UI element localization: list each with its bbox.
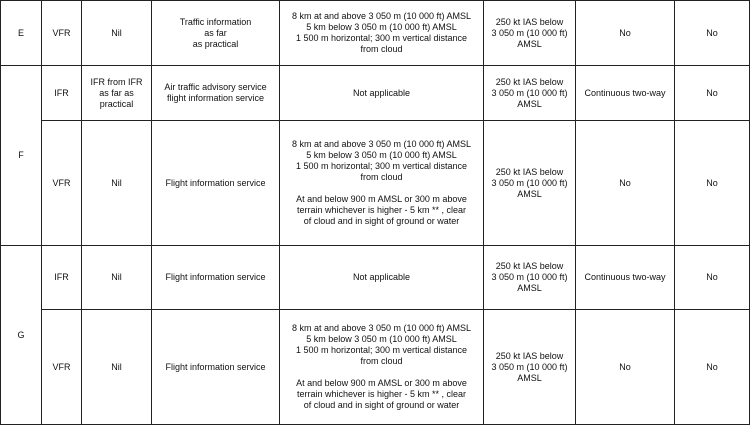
flight-type-cell: IFR	[42, 66, 82, 121]
table-row	[1, 66, 750, 121]
vmc-spacer	[283, 367, 480, 378]
flight-type-cell: IFR	[42, 246, 82, 310]
speed-limit-cell	[484, 310, 576, 425]
services-cell: Flight information service	[152, 121, 280, 246]
separation-line: as far as	[99, 87, 134, 98]
separation-cell: Nil	[82, 1, 152, 66]
clearance-cell: No	[675, 246, 750, 310]
speed-limit-cell	[484, 246, 576, 310]
speed-line: AMSL	[517, 188, 542, 199]
speed-line: 250 kt IAS below	[495, 166, 564, 177]
separation-cell: Nil	[82, 246, 152, 310]
speed-limit-cell	[484, 1, 576, 66]
speed-line: 3 050 m (10 000 ft)	[491, 272, 568, 282]
airspace-class-cell	[1, 66, 42, 246]
radio-requirement-cell: No	[576, 310, 675, 425]
vmc-cell	[280, 1, 484, 66]
services-cell	[152, 1, 280, 66]
table-row	[1, 1, 750, 66]
flight-type-cell: VFR	[42, 310, 82, 425]
vmc-extra-line: terrain whichever is higher - 5 km ** , clear	[296, 389, 467, 399]
speed-line: AMSL	[517, 372, 542, 383]
airspace-class-cell	[1, 246, 42, 425]
speed-limit-cell	[484, 66, 576, 121]
table-row	[1, 246, 750, 310]
vmc-line: from cloud	[360, 172, 403, 182]
airspace-class-label: G	[17, 329, 25, 340]
radio-requirement-cell: No	[576, 1, 675, 66]
flight-type-cell: VFR	[42, 1, 82, 66]
separation-line: practical	[99, 98, 134, 109]
vmc-cell: Not applicable	[280, 66, 484, 121]
table-row	[1, 310, 750, 425]
services-cell: Flight information service	[152, 246, 280, 310]
table-row	[1, 121, 750, 246]
services-cell: Flight information service	[152, 310, 280, 425]
vmc-line: 8 km at and above 3 050 m (10 000 ft) AMSL	[291, 11, 472, 21]
radio-requirement-cell: Continuous two-way	[576, 66, 675, 121]
airspace-class-label: E	[17, 27, 24, 38]
vmc-line: 8 km at and above 3 050 m (10 000 ft) AMSL	[291, 139, 472, 149]
airspace-class-cell	[1, 1, 42, 66]
vmc-extra-line: At and below 900 m AMSL or 300 m above	[296, 378, 467, 388]
separation-cell: Nil	[82, 310, 152, 425]
vmc-line: 5 km below 3 050 m (10 000 ft) AMSL	[306, 22, 457, 32]
speed-line: AMSL	[517, 283, 542, 293]
separation-line: IFR from IFR	[90, 76, 143, 87]
airspace-class-label: F	[18, 150, 24, 160]
speed-line: 3 050 m (10 000 ft)	[491, 27, 568, 38]
vmc-extra-line: terrain whichever is higher - 5 km ** , clear	[296, 205, 467, 215]
speed-line: 250 kt IAS below	[495, 76, 564, 87]
speed-line: 250 kt IAS below	[495, 16, 564, 27]
speed-line: 3 050 m (10 000 ft)	[491, 87, 568, 98]
services-line: Air traffic advisory service	[164, 82, 267, 92]
speed-line: 250 kt IAS below	[495, 261, 564, 271]
vmc-line: 5 km below 3 050 m (10 000 ft) AMSL	[306, 334, 457, 344]
radio-requirement-cell: No	[576, 121, 675, 246]
speed-line: 3 050 m (10 000 ft)	[491, 361, 568, 372]
vmc-cell: Not applicable	[280, 246, 484, 310]
speed-line: 3 050 m (10 000 ft)	[491, 177, 568, 188]
vmc-spacer	[283, 183, 480, 194]
vmc-cell	[280, 121, 484, 246]
services-line: as far	[204, 27, 227, 38]
speed-line: 250 kt IAS below	[495, 350, 564, 361]
clearance-cell: No	[675, 1, 750, 66]
vmc-extra-line: of cloud and in sight of ground or water	[303, 400, 460, 410]
vmc-line: 1 500 m horizontal; 300 m vertical distance	[295, 345, 468, 355]
vmc-cell	[280, 310, 484, 425]
services-line: flight information service	[166, 93, 265, 103]
vmc-line: 1 500 m horizontal; 300 m vertical distance	[295, 33, 468, 43]
vmc-line: from cloud	[360, 356, 403, 366]
clearance-cell: No	[675, 66, 750, 121]
vmc-line: 8 km at and above 3 050 m (10 000 ft) AMSL	[291, 323, 472, 333]
vmc-line: 5 km below 3 050 m (10 000 ft) AMSL	[306, 150, 457, 160]
flight-type-cell: VFR	[42, 121, 82, 246]
services-line: Traffic information	[179, 16, 252, 27]
clearance-cell: No	[675, 310, 750, 425]
vmc-line: 1 500 m horizontal; 300 m vertical distance	[295, 161, 468, 171]
separation-cell: Nil	[82, 121, 152, 246]
vmc-line: from cloud	[360, 44, 403, 54]
separation-cell	[82, 66, 152, 121]
services-line: as practical	[192, 38, 239, 49]
vmc-extra-line: of cloud and in sight of ground or water	[303, 216, 460, 226]
speed-line: AMSL	[517, 98, 542, 109]
clearance-cell: No	[675, 121, 750, 246]
speed-limit-cell	[484, 121, 576, 246]
services-cell	[152, 66, 280, 121]
radio-requirement-cell: Continuous two-way	[576, 246, 675, 310]
vmc-extra-line: At and below 900 m AMSL or 300 m above	[296, 194, 467, 204]
speed-line: AMSL	[517, 38, 542, 49]
